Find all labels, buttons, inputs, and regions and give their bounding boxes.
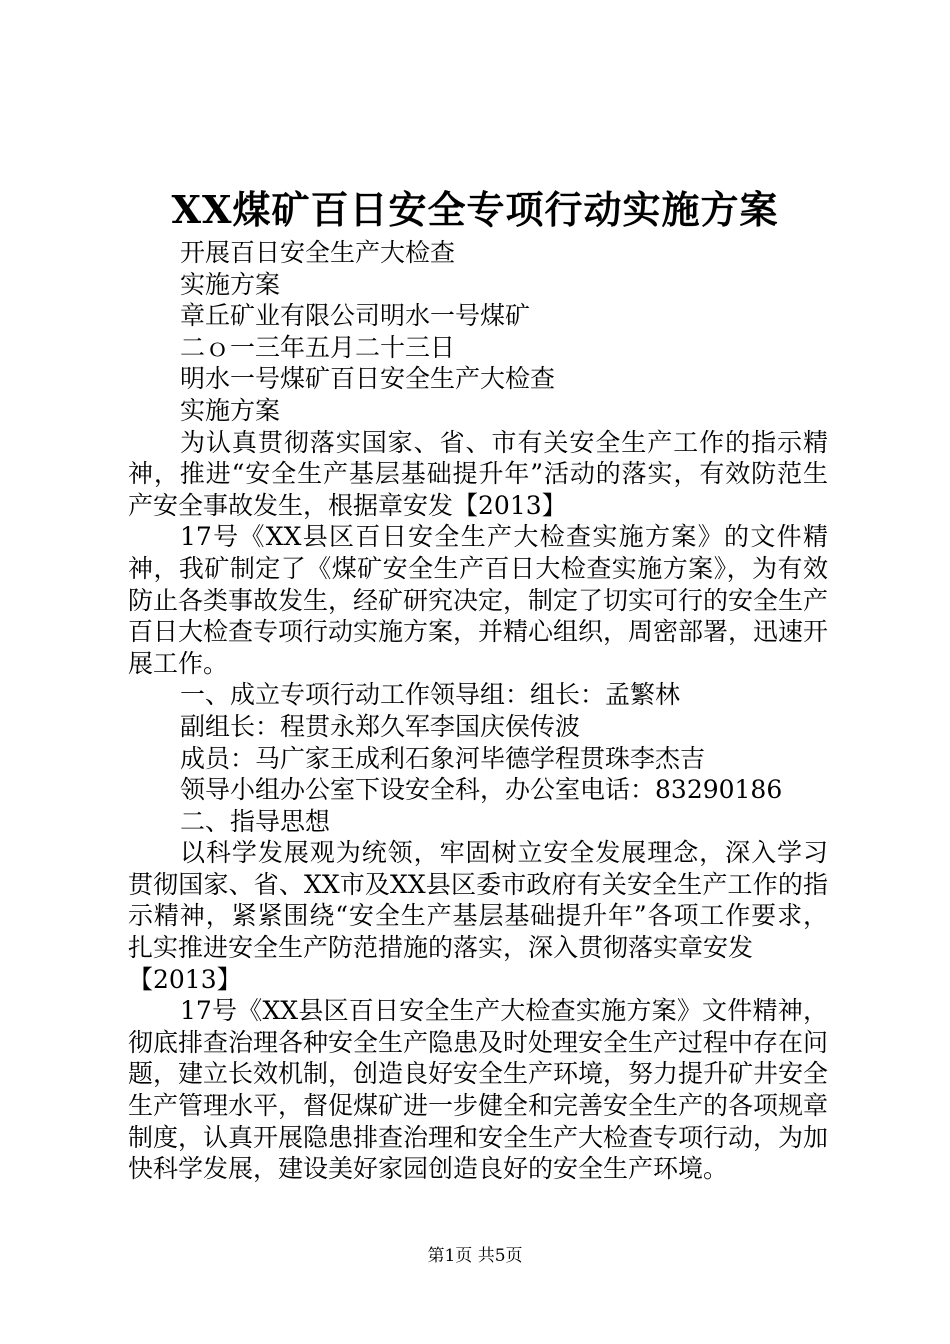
paragraph-deputy-leaders: 副组长：程贯永郑久军李国庆侯传波 bbox=[180, 711, 581, 741]
paragraph-date: 二ｏ一三年五月二十三日 bbox=[180, 332, 456, 362]
paragraph-guiding-thought-cont: 17号《XX县区百日安全生产大检查实施方案》文件精神，彻底排查治理各种安全生产隐患及时处理安全生产过程中存在问题，建立长效机制，创造良好安全生产环境，努力提升矿井安全生产管理水平，督促煤矿进一步健全和完善安全生产的各项规章制度，认真开展隐患排查治理和安全生产大检查专项行动，为加快科学发展，建设美好家园创造良好的安全生产环境。 bbox=[128, 996, 829, 1184]
paragraph-members: 成员：马广家王成利石象河毕德学程贯珠李杰吉 bbox=[180, 743, 706, 773]
paragraph-company: 章丘矿业有限公司明水一号煤矿 bbox=[180, 301, 531, 331]
paragraph-heading-2: 实施方案 bbox=[180, 269, 281, 299]
paragraph-section-2: 二、指导思想 bbox=[180, 806, 331, 836]
paragraph-subtitle-2: 实施方案 bbox=[180, 395, 281, 425]
paragraph-intro-cont: 17号《XX县区百日安全生产大检查实施方案》的文件精神，我矿制定了《煤矿安全生产百日大检查实施方案》，为有效防止各类事故发生，经矿研究决定，制定了切实可行的安全生产百日大检查专项行动实施方案，并精心组织，周密部署，迅速开展工作。 bbox=[128, 522, 829, 678]
paragraph-heading-1: 开展百日安全生产大检查 bbox=[180, 238, 456, 267]
paragraph-guiding-thought: 以科学发展观为统领，牢固树立安全发展理念，深入学习贯彻国家、省、XX市及XX县区委市政府有关安全生产工作的指示精神，紧紧围绕“安全生产基层基础提升年”各项工作要求，扎实推进安全生产防范措施的落实，深入贯彻落实章安发 bbox=[128, 838, 828, 963]
paragraph-office-phone: 领导小组办公室下设安全科，办公室电话：83290186 bbox=[180, 775, 783, 805]
document-title: XX煤矿百日安全专项行动实施方案 bbox=[171, 187, 779, 232]
paragraph-subtitle-1: 明水一号煤矿百日安全生产大检查 bbox=[180, 364, 556, 394]
paragraph-section-1: 一、成立专项行动工作领导组：组长：孟繁林 bbox=[180, 680, 681, 710]
page-footer: 第1页 共5页 bbox=[427, 1246, 523, 1266]
paragraph-intro: 为认真贯彻落实国家、省、市有关安全生产工作的指示精神，推进“安全生产基层基础提升年”活动的落实，有效防范生产安全事故发生，根据章安发【2013】 bbox=[128, 427, 828, 520]
document-body bbox=[128, 237, 828, 1185]
paragraph-doc-number: 【2013】 bbox=[128, 964, 242, 994]
